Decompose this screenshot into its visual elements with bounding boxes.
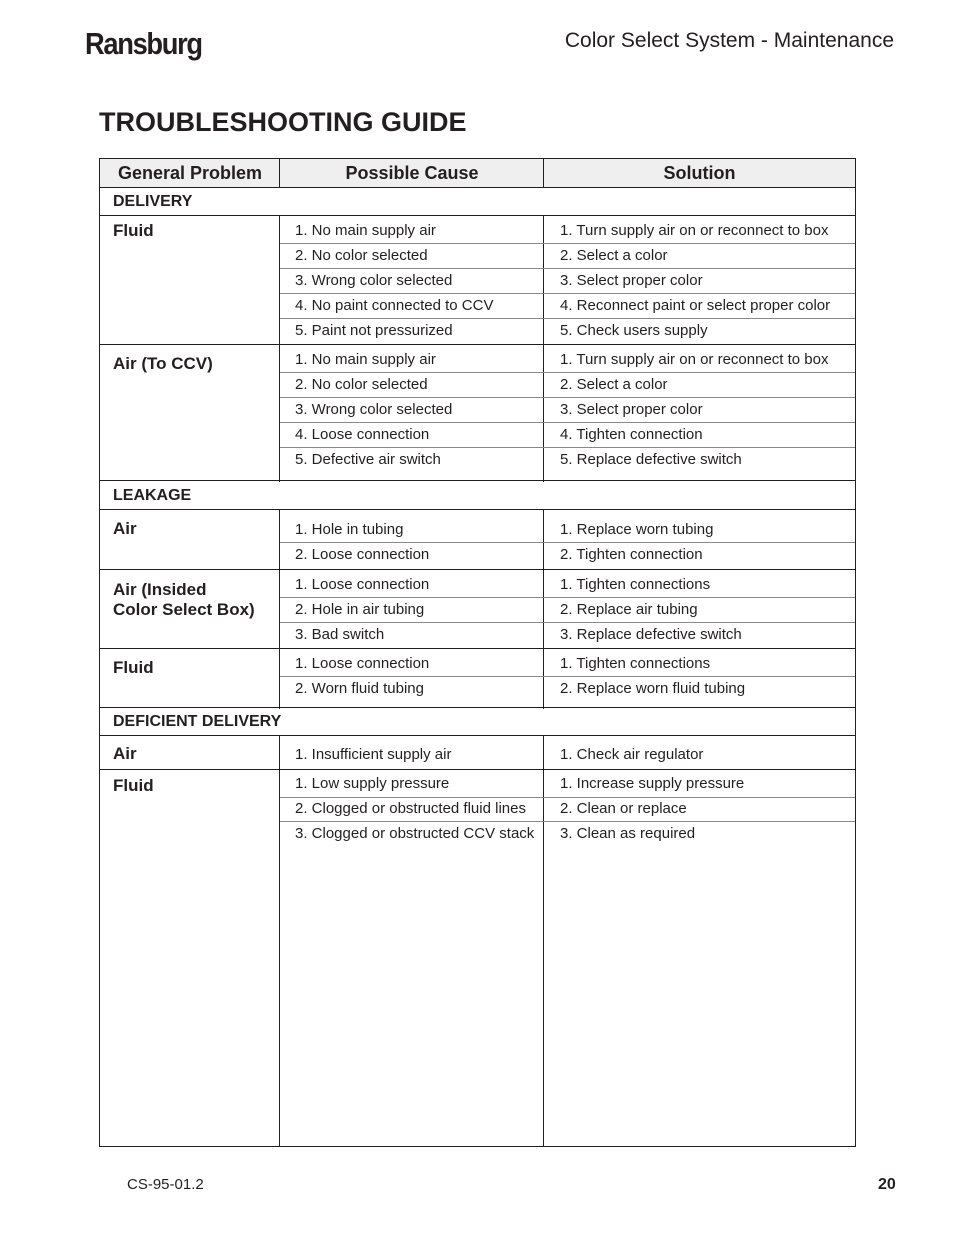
solution-cell: 1. Turn supply air on or reconnect to box — [560, 351, 829, 368]
cause-cell: 4. No paint connected to CCV — [295, 297, 494, 314]
cause-cell: 2. Loose connection — [295, 546, 430, 563]
row-divider — [100, 215, 855, 216]
cause-cell: 3. Bad switch — [295, 626, 385, 643]
problem-label: Air (To CCV) — [113, 354, 213, 373]
cause-cell: 1. Low supply pressure — [295, 775, 450, 792]
cause-cell: 1. Loose connection — [295, 576, 430, 593]
cause-cell: 1. Insufficient supply air — [295, 746, 452, 763]
table-header-row — [100, 159, 855, 188]
row-divider — [280, 422, 855, 423]
row-divider — [100, 769, 855, 770]
section-row-deficient-delivery — [100, 709, 855, 735]
row-divider — [280, 397, 855, 398]
row-divider — [280, 797, 855, 798]
cause-cell: 2. Clogged or obstructed fluid lines — [295, 800, 526, 817]
ransburg-logo: Ransburg — [85, 26, 202, 61]
solution-cell: 1. Turn supply air on or reconnect to box — [560, 222, 829, 239]
solution-cell: 2. Clean or replace — [560, 800, 687, 817]
column-divider — [279, 159, 280, 1146]
row-divider — [280, 243, 855, 244]
page-title: TROUBLESHOOTING GUIDE — [99, 107, 467, 137]
cause-cell: 5. Defective air switch — [295, 451, 441, 468]
row-divider — [280, 372, 855, 373]
row-divider — [280, 447, 855, 448]
solution-cell: 1. Tighten connections — [560, 655, 711, 672]
section-label: LEAKAGE — [113, 487, 192, 504]
solution-cell: 5. Check users supply — [560, 322, 708, 339]
row-divider — [100, 648, 855, 649]
problem-label: Fluid — [113, 776, 154, 795]
problem-label: Air — [113, 519, 137, 538]
troubleshooting-table — [99, 158, 856, 1147]
page-number: 20 — [878, 1176, 896, 1193]
column-header-possible-cause: Possible Cause — [345, 163, 479, 183]
column-header-solution: Solution — [663, 163, 736, 183]
row-divider — [280, 821, 855, 822]
solution-cell: 1. Replace worn tubing — [560, 521, 714, 538]
cause-cell: 2. Hole in air tubing — [295, 601, 425, 618]
section-row-delivery — [100, 188, 855, 215]
solution-cell: 1. Increase supply pressure — [560, 775, 745, 792]
problem-label: Color Select Box) — [113, 600, 255, 619]
solution-cell: 1. Check air regulator — [560, 746, 704, 763]
section-label: DELIVERY — [113, 193, 193, 210]
document-number: CS-95-01.2 — [127, 1176, 204, 1193]
solution-cell: 3. Replace defective switch — [560, 626, 742, 643]
problem-label: Air — [113, 744, 137, 763]
cause-cell: 4. Loose connection — [295, 426, 430, 443]
row-divider — [100, 480, 855, 481]
solution-cell: 3. Select proper color — [560, 272, 703, 289]
header-title: Color Select System - Maintenance — [564, 29, 894, 52]
solution-cell: 1. Tighten connections — [560, 576, 711, 593]
row-divider — [100, 344, 855, 345]
row-divider — [280, 293, 855, 294]
solution-cell: 3. Select proper color — [560, 401, 703, 418]
row-divider — [280, 542, 855, 543]
cause-cell: 5. Paint not pressurized — [295, 322, 453, 339]
solution-cell: 2. Tighten connection — [560, 546, 703, 563]
section-row-leakage — [100, 482, 855, 509]
cause-cell: 3. Clogged or obstructed CCV stack — [295, 825, 535, 842]
row-divider — [280, 622, 855, 623]
cause-cell: 2. No color selected — [295, 247, 428, 264]
cause-cell: 1. No main supply air — [295, 222, 436, 239]
cause-cell: 1. Loose connection — [295, 655, 430, 672]
solution-cell: 4. Reconnect paint or select proper color — [560, 297, 831, 314]
column-header-general-problem: General Problem — [117, 163, 263, 183]
section-label: DEFICIENT DELIVERY — [113, 713, 282, 730]
row-divider — [100, 509, 855, 510]
solution-cell: 2. Select a color — [560, 376, 668, 393]
row-divider — [280, 676, 855, 677]
solution-cell: 5. Replace defective switch — [560, 451, 742, 468]
cause-cell: 1. Hole in tubing — [295, 521, 404, 538]
solution-cell: 2. Replace worn fluid tubing — [560, 680, 746, 697]
row-divider — [100, 707, 855, 708]
problem-label: Air (Insided — [113, 580, 207, 599]
cause-cell: 2. No color selected — [295, 376, 428, 393]
problem-label: Fluid — [113, 658, 154, 677]
cause-cell: 3. Wrong color selected — [295, 401, 453, 418]
cause-cell: 2. Worn fluid tubing — [295, 680, 424, 697]
row-divider — [100, 735, 855, 736]
solution-cell: 4. Tighten connection — [560, 426, 703, 443]
solution-cell: 2. Replace air tubing — [560, 601, 698, 618]
row-divider — [280, 318, 855, 319]
column-divider — [543, 159, 544, 1146]
row-divider — [280, 597, 855, 598]
problem-label: Fluid — [113, 221, 154, 240]
row-divider — [280, 268, 855, 269]
cause-cell: 3. Wrong color selected — [295, 272, 453, 289]
cause-cell: 1. No main supply air — [295, 351, 436, 368]
row-divider — [100, 569, 855, 570]
solution-cell: 2. Select a color — [560, 247, 668, 264]
solution-cell: 3. Clean as required — [560, 825, 696, 842]
